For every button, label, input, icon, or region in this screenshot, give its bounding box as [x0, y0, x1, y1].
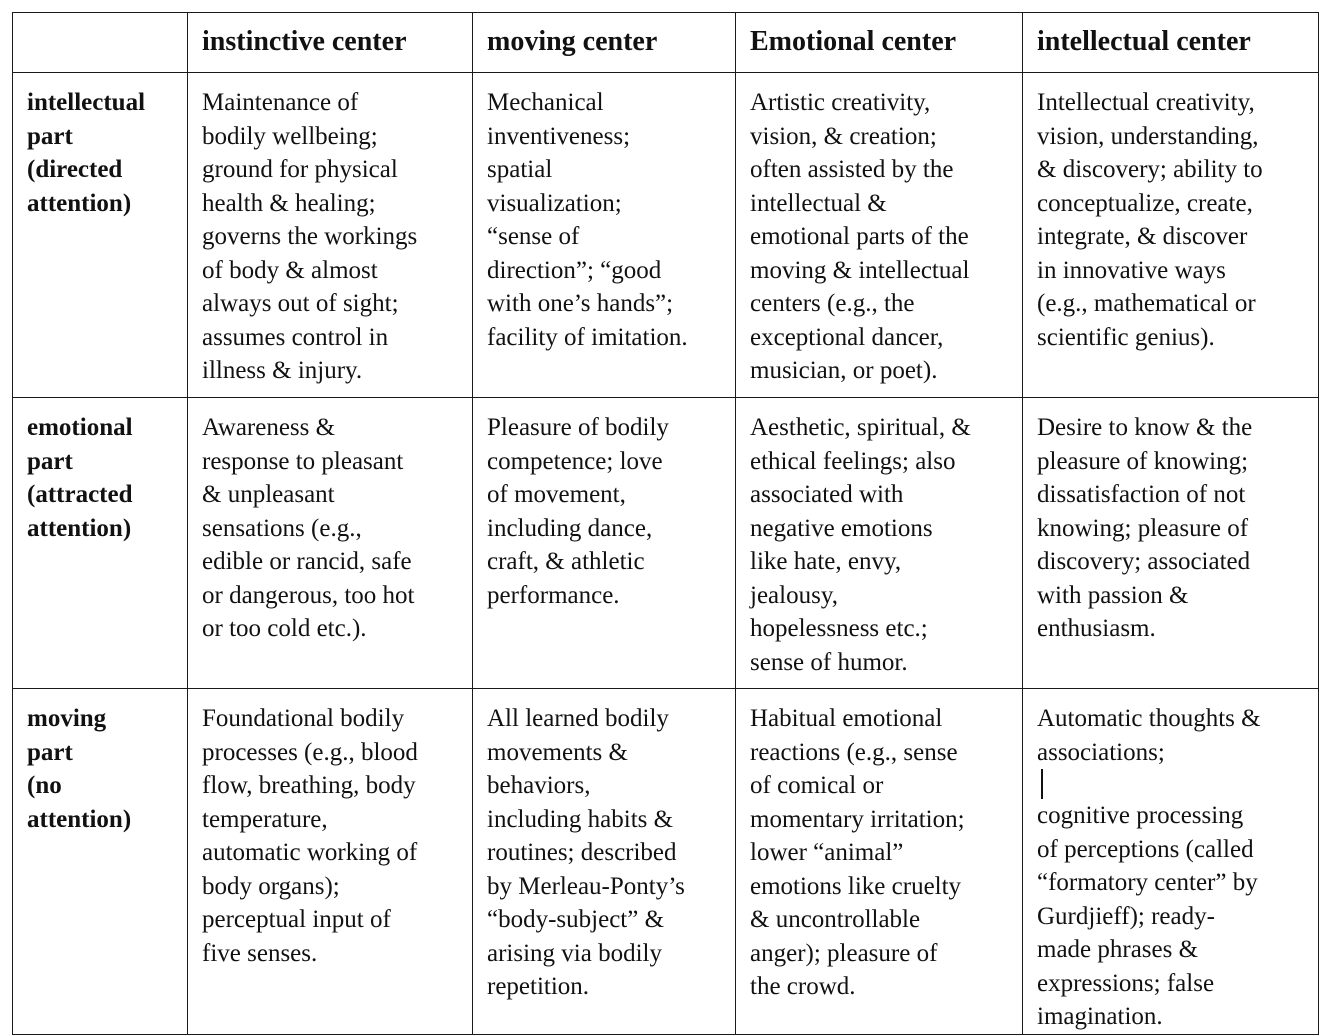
cell-line: associated with — [750, 481, 904, 508]
cell-line: & uncontrollable — [750, 906, 921, 933]
row-header-line: intellectual — [27, 89, 146, 116]
cell-line: “formatory center” by — [1037, 869, 1258, 896]
cell-line: enthusiasm. — [1037, 615, 1156, 642]
text-cursor — [1041, 769, 1043, 799]
cell-line: negative emotions — [750, 514, 933, 542]
cell-line: jealousy, — [750, 581, 838, 609]
cell-line: visualization; — [487, 189, 622, 217]
cell-line: emotional parts of the — [750, 223, 969, 250]
row-header-line: (no — [27, 772, 62, 799]
cell-line: five senses. — [202, 939, 318, 967]
column-header-moving: moving center — [473, 13, 736, 73]
cell-intellectual — [1023, 689, 1319, 1035]
cell-line: of perceptions (called — [1037, 835, 1254, 863]
row-header-line: part — [27, 738, 73, 766]
column-header-instinctive: instinctive center — [188, 13, 473, 73]
cell-line: in innovative ways — [1037, 256, 1226, 284]
column-header-intellectual: intellectual center — [1023, 13, 1319, 73]
cell-line: conceptualize, create, — [1037, 189, 1253, 217]
cell-line: Habitual emotional — [750, 705, 943, 732]
cell-line: illness & injury. — [202, 357, 363, 384]
cell-line: competence; love — [487, 447, 663, 475]
cell-line: Maintenance of — [202, 89, 359, 116]
cell-line: dissatisfaction of not — [1037, 481, 1246, 508]
cell-line: moving & intellectual — [750, 256, 970, 284]
cell-line: movements & — [487, 738, 628, 766]
cell-line: routines; described — [487, 839, 677, 866]
cell-line: inventiveness; — [487, 122, 631, 150]
row-header — [13, 398, 188, 689]
cell-line: “sense of — [487, 223, 580, 250]
cell-line: scientific genius). — [1037, 323, 1215, 351]
cell-moving — [473, 689, 736, 1035]
cell-intellectual — [1023, 398, 1319, 689]
cell-line: cognitive processing — [1037, 802, 1244, 829]
cell-line: expressions; false — [1037, 969, 1215, 997]
cell-line: made phrases & — [1037, 936, 1199, 963]
cell-line: governs the workings — [202, 223, 418, 250]
cell-line: like hate, envy, — [750, 548, 902, 575]
cell-line: centers (e.g., the — [750, 290, 915, 317]
cell-moving — [473, 73, 736, 398]
cell-line: or too cold etc.). — [202, 615, 367, 642]
cell-line: “body-subject” & — [487, 906, 665, 933]
cell-line: emotions like cruelty — [750, 872, 962, 900]
cell-line: sensations (e.g., — [202, 514, 362, 542]
cell-line: response to pleasant — [202, 447, 404, 475]
cell-line: spatial — [487, 156, 553, 183]
cell-instinctive — [188, 689, 473, 1035]
cell-line: Gurdjieff); ready- — [1037, 902, 1215, 930]
table-row-moving-part — [13, 689, 1319, 1035]
cell-line: pleasure of knowing; — [1037, 447, 1249, 475]
row-header-line: emotional — [27, 414, 133, 441]
cell-line: repetition. — [487, 973, 590, 1000]
cell-line: flow, breathing, body — [202, 772, 416, 799]
row-header-line: part — [27, 447, 73, 475]
cell-line: of comical or — [750, 772, 884, 799]
cell-line: with passion & — [1037, 581, 1189, 609]
cell-line: & unpleasant — [202, 481, 335, 508]
cell-line: hopelessness etc.; — [750, 615, 928, 642]
column-header-emotional: Emotional center — [736, 13, 1023, 73]
cell-line: by Merleau-Ponty’s — [487, 872, 685, 900]
row-header-line: attention) — [27, 805, 132, 833]
row-header-line: (directed — [27, 156, 123, 183]
cell-line: performance. — [487, 581, 620, 609]
cell-line: ground for physical — [202, 156, 398, 183]
table-row-emotional-part — [13, 398, 1319, 689]
cell-line: processes (e.g., blood — [202, 738, 418, 766]
table-row-intellectual-part — [13, 73, 1319, 398]
cell-line: assumes control in — [202, 323, 389, 351]
cell-intellectual — [1023, 73, 1319, 398]
cell-line: integrate, & discover — [1037, 223, 1248, 250]
cell-line: lower “animal” — [750, 839, 904, 866]
cell-emotional — [736, 398, 1023, 689]
cell-line: craft, & athletic — [487, 548, 645, 575]
cell-line: Desire to know & the — [1037, 414, 1253, 441]
row-header-line: part — [27, 122, 73, 150]
cell-line: (e.g., mathematical or — [1037, 290, 1256, 317]
cell-line: intellectual & — [750, 189, 887, 217]
cell-line: including habits & — [487, 805, 674, 833]
cell-line: edible or rancid, safe — [202, 548, 412, 575]
cell-line: Foundational bodily — [202, 705, 405, 732]
cell-line: bodily wellbeing; — [202, 122, 378, 150]
cell-moving — [473, 398, 736, 689]
cell-line: perceptual input of — [202, 906, 391, 933]
cell-line: anger); pleasure of — [750, 939, 938, 967]
header-row — [13, 13, 1319, 73]
cell-line: Aesthetic, spiritual, & — [750, 414, 971, 441]
cell-line: always out of sight; — [202, 290, 399, 317]
cell-line: including dance, — [487, 514, 653, 542]
cell-line: often assisted by the — [750, 156, 954, 183]
cell-instinctive — [188, 398, 473, 689]
cell-line: musician, or poet). — [750, 357, 938, 384]
cell-line: arising via bodily — [487, 939, 662, 967]
row-header-line: attention) — [27, 189, 132, 217]
cell-line: temperature, — [202, 805, 328, 833]
cell-emotional — [736, 73, 1023, 398]
cell-line: imagination. — [1037, 1003, 1163, 1030]
cell-line: vision, understanding, — [1037, 122, 1259, 150]
cell-line: Awareness & — [202, 414, 336, 441]
cell-line: the crowd. — [750, 973, 856, 1000]
cell-line: or dangerous, too hot — [202, 581, 415, 609]
cell-line: with one’s hands”; — [487, 290, 674, 317]
cell-line: Pleasure of bodily — [487, 414, 669, 441]
cell-instinctive — [188, 73, 473, 398]
cell-line: exceptional dancer, — [750, 323, 944, 351]
cell-line: health & healing; — [202, 189, 376, 217]
cell-line: of body & almost — [202, 256, 378, 284]
cell-emotional — [736, 689, 1023, 1035]
row-header — [13, 689, 188, 1035]
cell-line: ethical feelings; also — [750, 447, 956, 475]
cell-line: Intellectual creativity, — [1037, 89, 1255, 116]
cell-line: facility of imitation. — [487, 323, 688, 351]
cell-line: sense of humor. — [750, 648, 908, 676]
cell-line: vision, & creation; — [750, 122, 937, 150]
cell-line: behaviors, — [487, 772, 591, 799]
cell-line: Artistic creativity, — [750, 89, 931, 116]
cell-line: & discovery; ability to — [1037, 156, 1263, 183]
cell-line: discovery; associated — [1037, 548, 1251, 575]
cell-line: of movement, — [487, 481, 626, 508]
cell-line: Automatic thoughts & — [1037, 705, 1261, 732]
cell-line: associations; — [1037, 736, 1312, 800]
cell-line: body organs); — [202, 872, 340, 900]
row-header-line: moving — [27, 705, 107, 732]
cell-line: momentary irritation; — [750, 805, 965, 833]
cell-line: All learned bodily — [487, 705, 669, 732]
row-header — [13, 73, 188, 398]
cell-line: automatic working of — [202, 839, 418, 866]
row-header-line: (attracted — [27, 481, 133, 508]
cell-line: direction”; “good — [487, 256, 662, 284]
cell-line: reactions (e.g., sense — [750, 738, 958, 766]
corner-cell — [13, 13, 188, 73]
row-header-line: attention) — [27, 514, 132, 542]
centers-parts-table — [12, 12, 1319, 1035]
cell-line: knowing; pleasure of — [1037, 514, 1249, 542]
cell-line: Mechanical — [487, 89, 604, 116]
